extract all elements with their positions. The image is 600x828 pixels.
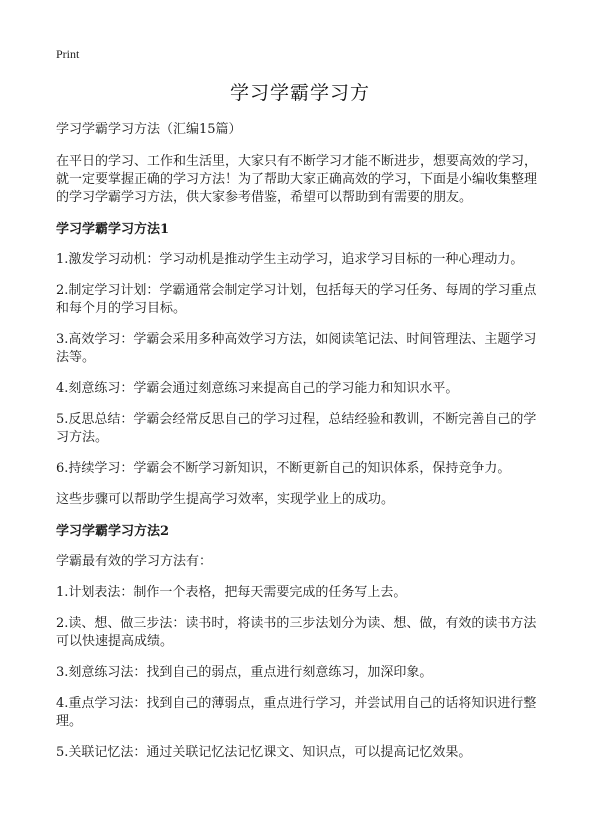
section-1-item: 1.激发学习动机：学习动机是推动学生主动学习，追求学习目标的一种心理动力。 bbox=[56, 252, 524, 267]
print-label: Print bbox=[56, 47, 80, 61]
section-1-item: 2.制定学习计划：学霸通常会制定学习计划，包括每天的学习任务、每周的学习重点和每个月的学习目标。 bbox=[56, 283, 537, 316]
section-2-item: 4.重点学习法：找到自己的薄弱点，重点进行学习，并尝试用自己的话将知识进行整理。 bbox=[56, 696, 537, 729]
section-1-item: 5.反思总结：学霸会经常反思自己的学习过程，总结经验和教训，不断完善自己的学习方法。 bbox=[56, 412, 537, 445]
section-2-item: 2.读、想、做三步法：读书时，将读书的三步法划分为读、想、做，有效的读书方法可以快速提高成绩。 bbox=[56, 616, 537, 649]
intro-paragraph: 在平日的学习、工作和生活里，大家只有不断学习才能不断进步，想要高效的学习，就一定要掌握正确的学习方法！为了帮助大家正确高效的学习，下面是小编收集整理的学习学霸学习方法，供大家参考借鉴，希望可以帮助到有需要的朋友。 bbox=[56, 154, 538, 205]
section-1-item: 3.高效学习：学霸会采用多种高效学习方法，如阅读笔记法、时间管理法、主题学习法等。 bbox=[56, 332, 537, 365]
document-body bbox=[56, 121, 546, 775]
section-1-conclusion: 这些步骤可以帮助学生提高学习效率，实现学业上的成功。 bbox=[56, 492, 395, 507]
section-2-item: 5.关联记忆法：通过关联记忆法记忆课文、知识点，可以提高记忆效果。 bbox=[56, 745, 472, 760]
page-title: 学习学霸学习方 bbox=[229, 82, 370, 104]
section-2-lead: 学霸最有效的学习方法有： bbox=[56, 554, 213, 569]
section-1-item: 4.刻意练习：学霸会通过刻意练习来提高自己的学习能力和知识水平。 bbox=[56, 381, 459, 396]
section-2-item: 1.计划表法：制作一个表格，把每天需要完成的任务写上去。 bbox=[56, 585, 407, 600]
section-1-item: 6.持续学习：学霸会不断学习新知识，不断更新自己的知识体系，保持竞争力。 bbox=[56, 461, 511, 476]
section-2-heading: 学习学霸学习方法2 bbox=[56, 524, 170, 539]
section-1-heading: 学习学霸学习方法1 bbox=[56, 222, 170, 237]
section-2-item: 3.刻意练习法：找到自己的弱点，重点进行刻意练习，加深印象。 bbox=[56, 665, 433, 680]
document-subtitle: 学习学霸学习方法（汇编15篇） bbox=[56, 122, 242, 137]
